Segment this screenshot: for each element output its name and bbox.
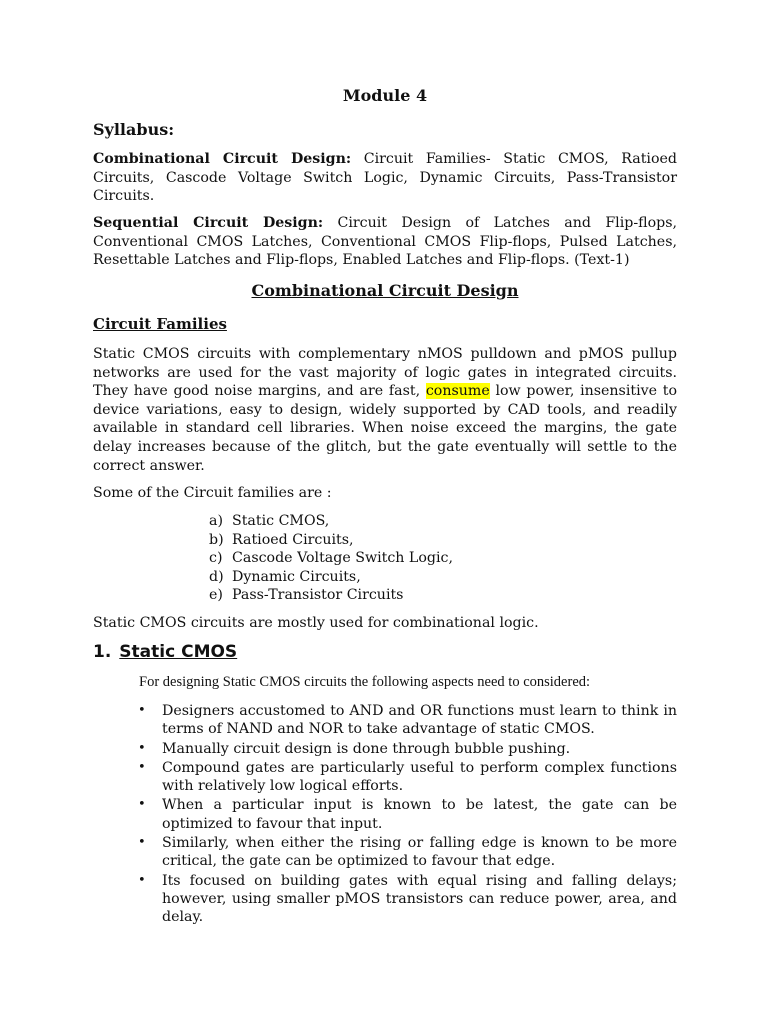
intro-text-after: low power, insensitive to device variations, easy to design, widely supported by CAD tools, and readily available in standard cell libraries. When noise exceed the margins, the gate delay increases because of the glitch, but the gate eventually will settle to the correct answer.: [93, 383, 678, 474]
module-title: Module 4: [342, 86, 428, 105]
bullet-icon: •: [138, 835, 146, 851]
list-item: [209, 531, 453, 550]
families-list: [209, 512, 453, 605]
list-item-text: Manually circuit design is done through bubble pushing.: [162, 740, 571, 757]
bullet-icon: •: [138, 759, 146, 775]
list-item: [209, 512, 453, 531]
list-item: [209, 549, 453, 568]
list-item-text: Dynamic Circuits,: [232, 568, 361, 585]
families-note: Static CMOS circuits are mostly used for combinational logic.: [93, 615, 539, 631]
list-item: [138, 740, 677, 758]
syllabus-heading: Syllabus:: [93, 120, 175, 139]
sequential-text: Circuit Design of Latches and Flip-flops, Conventional CMOS Latches, Conventional CMOS Flip-flops, Pulsed Latches, Resettable Latches and Flip-flops, Enabled Latches and Flip-flops. (Text-1): [93, 215, 677, 269]
heading-number: 1.: [93, 642, 112, 662]
bullet-icon: •: [138, 797, 146, 813]
static-cmos-intro: For designing Static CMOS circuits the following aspects need to considered:: [139, 674, 591, 690]
list-item: [138, 872, 677, 927]
sequential-syllabus: [93, 214, 677, 270]
list-item: [209, 568, 453, 587]
families-intro: Some of the Circuit families are :: [93, 485, 332, 501]
list-marker: d): [209, 568, 224, 585]
bullet-icon: •: [138, 872, 146, 888]
static-cmos-heading: [93, 642, 237, 662]
list-marker: e): [209, 587, 223, 604]
heading-title: Static CMOS: [119, 642, 238, 662]
list-item-text: Cascode Voltage Switch Logic,: [232, 550, 453, 567]
static-cmos-bullets: [138, 702, 677, 928]
highlighted-word: consume: [425, 383, 490, 400]
list-item-text: When a particular input is known to be latest, the gate can be optimized to favour that input.: [162, 797, 677, 832]
list-item-text: Similarly, when either the rising or falling edge is known to be more critical, the gate can be optimized to favour that edge.: [162, 835, 677, 870]
list-item-text: Its focused on building gates with equal rising and falling delays; however, using smaller pMOS transistors can reduce power, area, and delay.: [162, 872, 677, 926]
list-item-text: Ratioed Circuits,: [232, 531, 354, 548]
sequential-label: Sequential Circuit Design:: [93, 215, 324, 231]
intro-text-before: Static CMOS circuits with complementary nMOS pulldown and pMOS pullup networks are used for the vast majority of logic gates in integrated circuits. They have good noise margins, and are fast,: [93, 346, 677, 400]
combinational-text: Circuit Families- Static CMOS, Ratioed Circuits, Cascode Voltage Switch Logic, Dynamic Circuits, Pass-Transistor Circuits.: [93, 151, 677, 205]
list-item-text: Static CMOS,: [232, 513, 330, 529]
combinational-syllabus: [93, 150, 677, 206]
list-marker: a): [209, 513, 223, 529]
subsection-title: Circuit Families: [93, 315, 227, 333]
intro-paragraph: [93, 345, 677, 475]
list-item-text: Compound gates are particularly useful to perform complex functions with relatively low logical efforts.: [162, 759, 677, 795]
list-item: [209, 586, 453, 605]
bullet-icon: •: [138, 703, 146, 718]
list-item-text: Pass-Transistor Circuits: [232, 587, 404, 604]
section-title: Combinational Circuit Design: [251, 281, 519, 300]
combinational-label: Combinational Circuit Design:: [93, 151, 352, 167]
list-item: [138, 796, 677, 833]
bullet-icon: •: [138, 740, 146, 756]
list-marker: b): [209, 531, 224, 548]
list-item: [138, 834, 677, 871]
list-item: [138, 702, 677, 739]
list-item-text: Designers accustomed to AND and OR functions must learn to think in terms of NAND and NOR to take advantage of static CMOS.: [162, 703, 677, 738]
list-item: [138, 759, 677, 796]
list-marker: c): [209, 550, 223, 567]
